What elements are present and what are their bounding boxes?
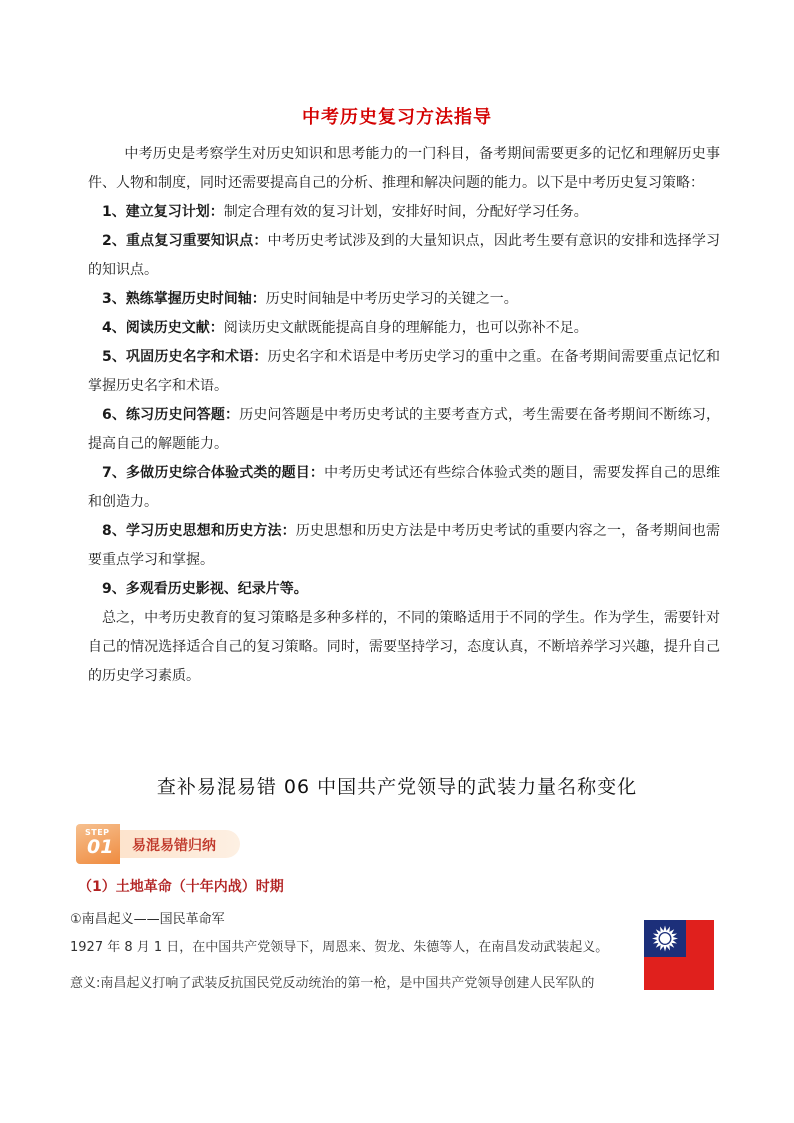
step-badge bbox=[76, 824, 240, 864]
sun-emblem-icon bbox=[644, 920, 686, 957]
step-tab bbox=[116, 830, 240, 858]
step-title: 易混易错归纳 bbox=[132, 838, 216, 854]
strategy-item-8 bbox=[88, 517, 720, 575]
strategy-text: 历史问答题是中考历史考试的主要考查方式，考生需要在备考期间不断练习，提高自己的解题能力。 bbox=[88, 407, 720, 452]
event-line-1: 1927 年 8 月 1 日，在中国共产党领导下，周恩来、贺龙、朱德等人，在南昌发动武装起义。 bbox=[70, 940, 609, 955]
strategy-label: 7、多做历史综合体验式类的题目： bbox=[102, 465, 325, 481]
strategy-item-2 bbox=[88, 227, 720, 285]
strategy-label: 4、阅读历史文献： bbox=[102, 320, 224, 336]
strategy-label: 5、巩固历史名字和术语： bbox=[102, 349, 268, 365]
strategy-label: 9、多观看历史影视、纪录片等。 bbox=[102, 581, 308, 597]
strategy-text: 中考历史考试还有些综合体验式类的题目，需要发挥自己的思维和创造力。 bbox=[88, 465, 721, 510]
strategy-text: 历史时间轴是中考历史学习的关键之一。 bbox=[265, 291, 518, 307]
event-line-2: 意义:南昌起义打响了武装反抗国民党反动统治的第一枪，是中国共产党领导创建人民军队的 bbox=[70, 976, 595, 991]
intro-paragraph: 中考历史是考察学生对历史知识和思考能力的一门科目，备考期间需要更多的记忆和理解历史事件、人物和制度，同时还需要提高自己的分析、推理和解决问题的能力。以下是中考历史复习策略： bbox=[88, 146, 720, 191]
event-title: ①南昌起义——国民革命军 bbox=[70, 912, 225, 927]
flag-image bbox=[644, 920, 714, 990]
strategy-text: 阅读历史文献既能提高自身的理解能力，也可以弥补不足。 bbox=[223, 320, 588, 336]
strategy-label: 8、学习历史思想和历史方法： bbox=[102, 523, 296, 539]
strategy-text: 制定合理有效的复习计划，安排好时间，分配好学习任务。 bbox=[223, 204, 588, 220]
strategy-item-7 bbox=[88, 459, 720, 517]
step-number: 01 bbox=[87, 836, 114, 858]
section-title: 查补易混易错 06 中国共产党领导的武装力量名称变化 bbox=[156, 776, 638, 798]
flag-canton bbox=[644, 920, 686, 957]
strategy-item-4 bbox=[88, 314, 720, 343]
sub-heading: （1）土地革命（十年内战）时期 bbox=[78, 879, 284, 895]
strategy-label: 3、熟练掌握历史时间轴： bbox=[102, 291, 266, 307]
strategy-item-6 bbox=[88, 401, 720, 459]
strategy-text: 历史名字和术语是中考历史学习的重中之重。在备考期间需要重点记忆和掌握历史名字和术语。 bbox=[88, 349, 721, 394]
guide-title: 中考历史复习方法指导 bbox=[302, 107, 492, 128]
step-label: STEP bbox=[85, 828, 110, 837]
strategy-text: 历史思想和历史方法是中考历史考试的重要内容之一，备考期间也需要重点学习和掌握。 bbox=[88, 523, 720, 568]
strategy-item-1 bbox=[88, 198, 720, 227]
strategy-label: 2、重点复习重要知识点： bbox=[102, 233, 268, 249]
strategy-item-5 bbox=[88, 343, 720, 401]
strategy-item-9 bbox=[88, 575, 720, 604]
conclusion-paragraph: 总之，中考历史教育的复习策略是多种多样的，不同的策略适用于不同的学生。作为学生，需要针对自己的情况选择适合自己的复习策略。同时，需要坚持学习，态度认真，不断培养学习兴趣，提升自己的历史学习素质。 bbox=[88, 610, 720, 684]
strategy-label: 1、建立复习计划： bbox=[102, 204, 224, 220]
strategy-text: 中考历史考试涉及到的大量知识点，因此考生要有意识的安排和选择学习的知识点。 bbox=[88, 233, 721, 278]
step-box bbox=[76, 824, 120, 864]
strategy-item-3 bbox=[88, 285, 720, 314]
strategy-label: 6、练习历史问答题： bbox=[102, 407, 240, 423]
